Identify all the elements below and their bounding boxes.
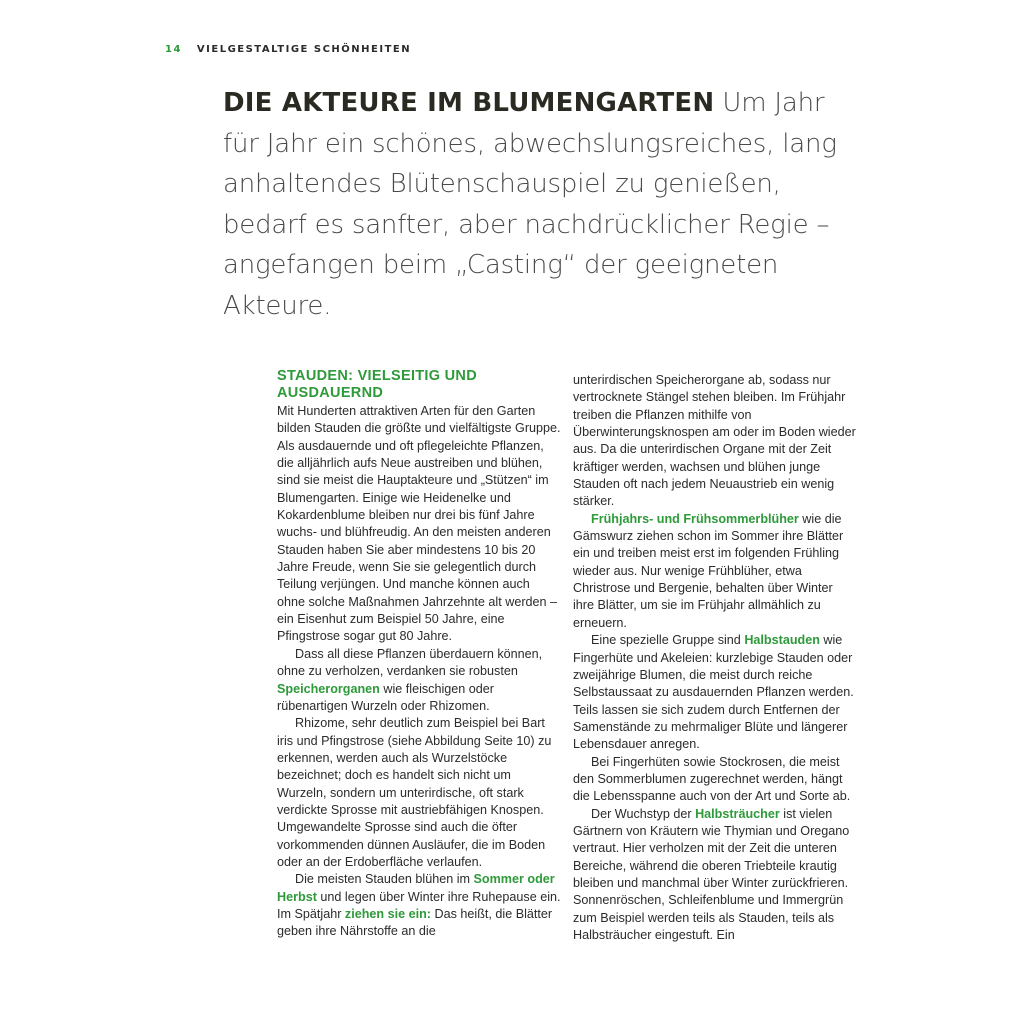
paragraph — [573, 511, 857, 632]
highlight-term: Halbstauden — [744, 633, 820, 648]
paragraph — [277, 871, 561, 940]
text-column-right — [573, 372, 857, 944]
lead-paragraph — [223, 83, 843, 326]
page-number: 14 — [165, 44, 182, 55]
text-run: ist vielen Gärtnern von Kräutern wie Thymian und Oregano vertraut. Hier verholzen mit der Zeit die unteren Bereiche, während die oberen Triebteile krautig bleiben und manchmal über Winter zurückfrieren. Sonnenröschen, Schleifenblume und Immergrün zum Beispiel werden teils als Stauden, teils als Halbsträucher eingestuft. Ein — [573, 806, 850, 942]
highlight-term: Halbsträucher — [695, 806, 780, 821]
paragraph: Rhizome, sehr deutlich zum Beispiel bei Bart iris und Pfingstrose (siehe Abbildung Seite 10) zu erkennen, werden auch als Wurzelstöcke bezeichnet; doch es handelt sich nicht um Wurzeln, sondern um unterirdische, oft stark verdickte Sprosse mit austriebfähigen Knospen. Umgewandelte Sprosse sind auch die öfter vorkommenden dünnen Ausläufer, die im Boden oder an der Erdoberfläche verlaufen. — [277, 716, 552, 869]
text-run: Die meisten Stauden blühen im — [295, 872, 474, 887]
highlight-term: Speicherorganen — [277, 681, 380, 696]
text-column-left — [277, 368, 561, 941]
paragraph: unterirdischen Speicherorgane ab, sodass nur vertrocknete Stängel stehen bleiben. Im Frühjahr treiben die Pflanzen mithilfe von Überwinterungsknospen am oder im Boden wieder aus. Da die unterirdischen Organe mit der Zeit kräftiger werden, wachsen und blühen junge Stauden oft nach jedem Neuaustrieb ein wenig stärker. — [573, 373, 856, 509]
paragraph — [277, 646, 561, 715]
running-head — [165, 44, 411, 55]
section-title: VIELGESTALTIGE SCHÖNHEITEN — [196, 44, 412, 55]
text-run: wie die Gämswurz ziehen schon im Sommer ihre Blätter ein und treiben meist erst im folgenden Frühling wieder aus. Nur wenige Frühblüher, etwa Christrose und Bergenie, behalten über Winter ihre Blätter, um sie im Frühjahr allmählich zu erneuern. — [573, 511, 844, 630]
section-heading: STAUDEN: VIELSEITIG UND AUSDAUERND — [277, 368, 477, 401]
chapter-title: DIE AKTEURE IM BLUMENGARTEN — [223, 88, 715, 118]
text-run: Eine spezielle Gruppe sind — [591, 633, 745, 648]
paragraph — [573, 632, 857, 753]
highlight-term: ziehen sie ein: — [344, 906, 431, 921]
text-run: wie Fingerhüte und Akeleien: kurzlebige Stauden oder zweijährige Blumen, die meist durch reiche Selbstaussaat zu ausdauernden Pflanzen werden. Teils lassen sie sich zudem durch Entfernen der Samenstände zu mehrmaliger Blüte und längerer Lebensdauer anregen. — [573, 633, 854, 752]
text-run: wie fleischigen oder rübenartigen Wurzeln oder Rhizomen. — [277, 681, 494, 713]
paragraph: Mit Hunderten attraktiven Arten für den Garten bilden Stauden die größte und vielfältigste Gruppe. Als ausdauernde und oft pflegeleichte Pflanzen, die alljährlich aufs Neue austreiben und blühen, sind sie meist die Hauptakteure und „Stützen“ im Blumengarten. Einige wie Heidenelke und Kokardenblume bleiben nur drei bis fünf Jahre wuchs- und blühfreudig. An den meisten anderen Stauden haben Sie aber mindestens 10 bis 20 Jahre Freude, wenn Sie sie gelegentlich durch Teilung verjüngen. Und manche können auch ohne solche Maßnahmen Jahrzehnte alt werden – ein Eisenhut zum Beispiel 50 Jahre, eine Pfingstrose sogar gut 80 Jahre. — [277, 404, 561, 644]
highlight-term: Sommer oder Herbst — [277, 872, 555, 904]
text-run: Das heißt, die Blätter geben ihre Nährstoffe an die — [277, 906, 553, 939]
lead-text: Um Jahr für Jahr ein schönes, abwechslungsreiches, lang anhaltendes Blütenschauspiel zu genießen, bedarf es sanfter, aber nachdrücklicher Regie – angefangen beim „Casting“ der geeigneten Akteure. — [223, 88, 837, 321]
paragraph — [573, 806, 857, 945]
highlight-term: Frühjahrs- und Frühsommerblüher — [591, 511, 799, 526]
text-run: und legen über Winter ihre Ruhepause ein. Im Spätjahr — [277, 889, 561, 921]
text-run: Dass all diese Pflanzen überdauern können, ohne zu verholzen, verdanken sie robusten — [277, 646, 543, 679]
paragraph: Bei Fingerhüten sowie Stockrosen, die meist den Sommerblumen zugerechnet werden, hängt die Lebensspanne auch von der Art und Sorte ab. — [573, 754, 851, 804]
text-run: Der Wuchstyp der — [591, 806, 696, 821]
